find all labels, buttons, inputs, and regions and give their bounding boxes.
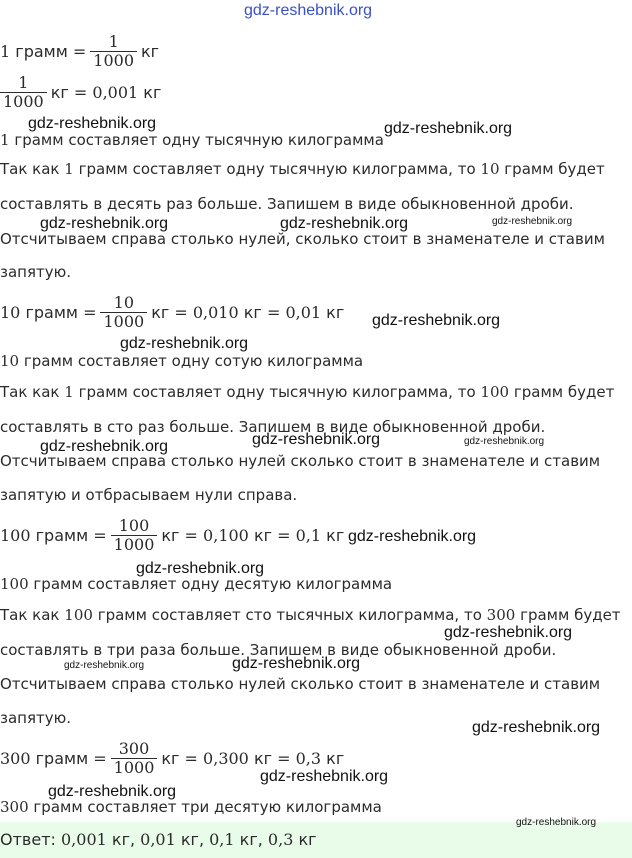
result-line-4: 300 грамм составляет три десятую килограмма	[0, 798, 382, 816]
math-line-4: 100 грамм = $\frac{100}{1000}$ кг = 0,100 кг = 0,1 кг	[0, 516, 345, 554]
paragraph-1-line-3: Отсчитываем справа столько нулей, сколько стоит в знаменателе и ставим	[0, 230, 605, 248]
paragraph-3-line-1: Так как 100 грамм составляет сто тысячных килограмма, то 300 грамм будет	[0, 606, 621, 624]
math-line-1	[0, 33, 159, 70]
watermark: gdz-reshebnik.org	[232, 655, 361, 672]
watermark: gdz-reshebnik.org	[472, 719, 601, 736]
fraction: $\frac{10}{1000}$	[100, 294, 147, 331]
watermark: gdz-reshebnik.org	[252, 431, 381, 448]
paragraph-2-line-3: Отсчитываем справа столько нулей сколько стоит в знаменателе и ставим	[0, 452, 601, 470]
watermark: gdz-reshebnik.org	[136, 560, 265, 577]
paragraph-1-line-4: запятую.	[0, 263, 72, 281]
equals-sign: =	[73, 83, 88, 102]
math-line-3: 10 грамм = $\frac{10}{1000}$ кг = 0,010 кг = 0,01 кг	[0, 293, 345, 331]
watermark: gdz-reshebnik.org	[492, 216, 573, 227]
watermark: gdz-reshebnik.org	[48, 783, 177, 800]
watermark: gdz-reshebnik.org	[40, 438, 169, 455]
paragraph-2-line-1: Так как 1 грамм составляет одну тысячную килограмма, то 100 грамм будет	[0, 383, 615, 401]
paragraph-1-line-2: составлять в десять раз больше. Запишем в виде обыкновенной дроби.	[0, 195, 574, 213]
result-line-2: 10 грамм составляет одну сотую килограмма	[0, 352, 364, 370]
equals-sign: =	[72, 42, 87, 61]
watermark: gdz-reshebnik.org	[516, 817, 597, 828]
math-value: 0,001	[92, 83, 139, 102]
result-line-1: 1 грамм составляет одну тысячную килограмма	[0, 131, 384, 149]
watermark: gdz-reshebnik.org	[444, 624, 573, 641]
math-word: грамм	[15, 42, 68, 61]
paragraph-3-line-2: составлять в три раза больше. Запишем в виде обыкновенной дроби.	[0, 641, 557, 659]
watermark: gdz-reshebnik.org	[40, 215, 169, 232]
watermark: gdz-reshebnik.org	[64, 660, 145, 671]
watermark: gdz-reshebnik.org	[464, 436, 545, 447]
answer-line: Ответ: 0,001 кг, 0,01 кг, 0,1 кг, 0,3 кг	[0, 830, 317, 849]
paragraph-3-line-4: запятую.	[0, 709, 72, 727]
unit: кг	[50, 83, 69, 102]
math-line-5: 300 грамм = $\frac{300}{1000}$ кг = 0,300 кг = 0,3 кг	[0, 739, 345, 777]
unit: кг	[141, 42, 160, 61]
unit: кг	[143, 83, 162, 102]
watermark: gdz-reshebnik.org	[384, 120, 513, 137]
watermark: gdz-reshebnik.org	[260, 768, 389, 785]
watermark: gdz-reshebnik.org	[120, 335, 249, 352]
watermark: gdz-reshebnik.org	[348, 528, 477, 545]
fraction: $\frac{1}{1000}$	[0, 74, 47, 111]
fraction: $\frac{1}{1000}$	[90, 33, 137, 70]
paragraph-2-line-4: запятую и отбрасываем нули справа.	[0, 486, 298, 504]
paragraph-2-line-2: составлять в сто раз больше. Запишем в виде обыкновенной дроби.	[0, 418, 546, 436]
paragraph-1-line-1: Так как 1 грамм составляет одну тысячную килограмма, то 10 грамм будет	[0, 160, 605, 178]
watermark: gdz-reshebnik.org	[372, 312, 501, 329]
paragraph-3-line-3: Отсчитываем справа столько нулей сколько стоит в знаменателе и ставим	[0, 675, 601, 693]
fraction: $\frac{100}{1000}$	[111, 517, 158, 554]
watermark: gdz-reshebnik.org	[280, 215, 409, 232]
watermark-top: gdz-reshebnik.org	[244, 2, 373, 19]
result-line-3: 100 грамм составляет одну десятую килограмма	[0, 575, 393, 593]
watermark: gdz-reshebnik.org	[28, 115, 157, 132]
answer-label: Ответ:	[0, 830, 56, 849]
math-line-2	[0, 74, 161, 111]
math-number: 1	[0, 42, 11, 61]
fraction: $\frac{300}{1000}$	[111, 740, 158, 777]
